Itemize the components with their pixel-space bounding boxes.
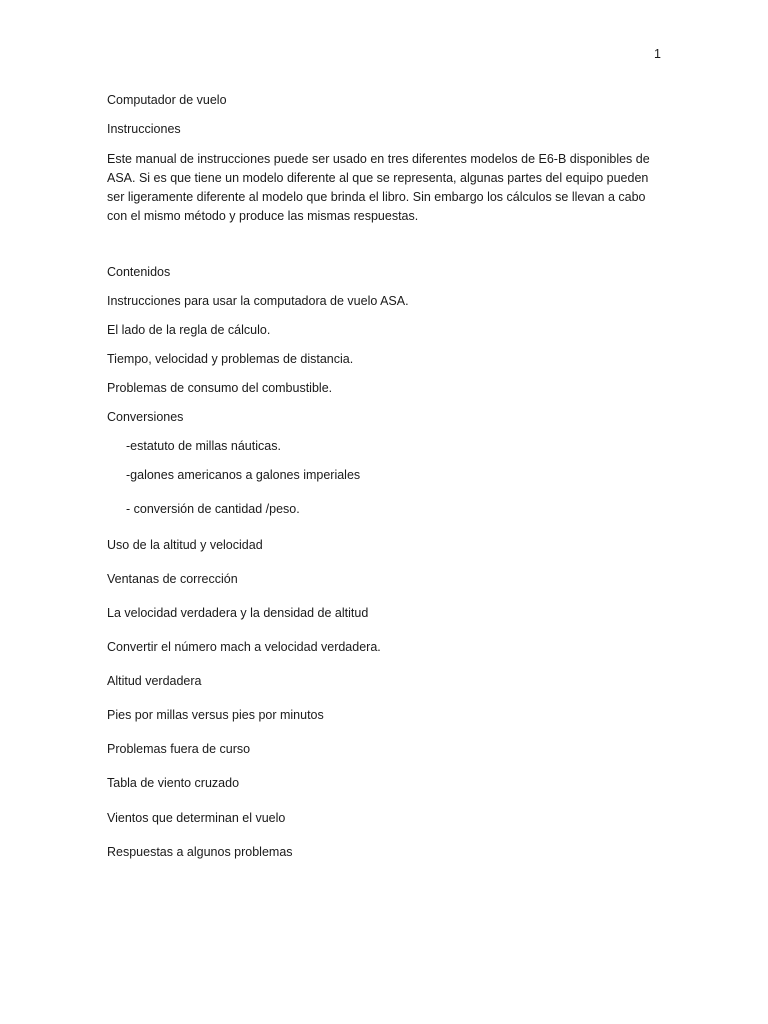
- contents-item: Instrucciones para usar la computadora de vuelo ASA.: [107, 294, 409, 308]
- intro-line: ASA. Si es que tiene un modelo diferente al que se representa, algunas partes del equipo pueden: [107, 171, 649, 185]
- contents-subitem: -estatuto de millas náuticas.: [126, 439, 281, 453]
- document-subtitle: Instrucciones: [107, 122, 181, 136]
- contents-item: El lado de la regla de cálculo.: [107, 323, 271, 337]
- contents-item: Uso de la altitud y velocidad: [107, 538, 263, 552]
- contents-item: Tabla de viento cruzado: [107, 776, 240, 790]
- page-number: 1: [654, 47, 661, 61]
- contents-heading: Contenidos: [107, 265, 171, 279]
- intro-line: ser ligeramente diferente al modelo que brinda el libro. Sin embargo los cálculos se llevan a cabo: [107, 190, 646, 204]
- intro-line: Este manual de instrucciones puede ser usado en tres diferentes modelos de E6-B disponibles de: [107, 152, 650, 166]
- contents-item: Pies por millas versus pies por minutos: [107, 708, 324, 722]
- contents-subitem: -galones americanos a galones imperiales: [126, 468, 361, 482]
- intro-paragraph: [107, 150, 667, 226]
- contents-item: Problemas de consumo del combustible.: [107, 381, 333, 395]
- contents-item: Respuestas a algunos problemas: [107, 845, 293, 859]
- contents-subitem: - conversión de cantidad /peso.: [126, 502, 300, 516]
- contents-item: Convertir el número mach a velocidad verdadera.: [107, 640, 381, 654]
- contents-item: Ventanas de corrección: [107, 572, 238, 586]
- contents-item: Altitud verdadera: [107, 674, 202, 688]
- contents-item: Problemas fuera de curso: [107, 742, 251, 756]
- intro-line: con el mismo método y produce las mismas respuestas.: [107, 209, 419, 223]
- contents-item: Conversiones: [107, 410, 184, 424]
- document-title: Computador de vuelo: [107, 93, 227, 107]
- contents-item: Vientos que determinan el vuelo: [107, 811, 286, 825]
- contents-item: La velocidad verdadera y la densidad de altitud: [107, 606, 369, 620]
- contents-item: Tiempo, velocidad y problemas de distancia.: [107, 352, 354, 366]
